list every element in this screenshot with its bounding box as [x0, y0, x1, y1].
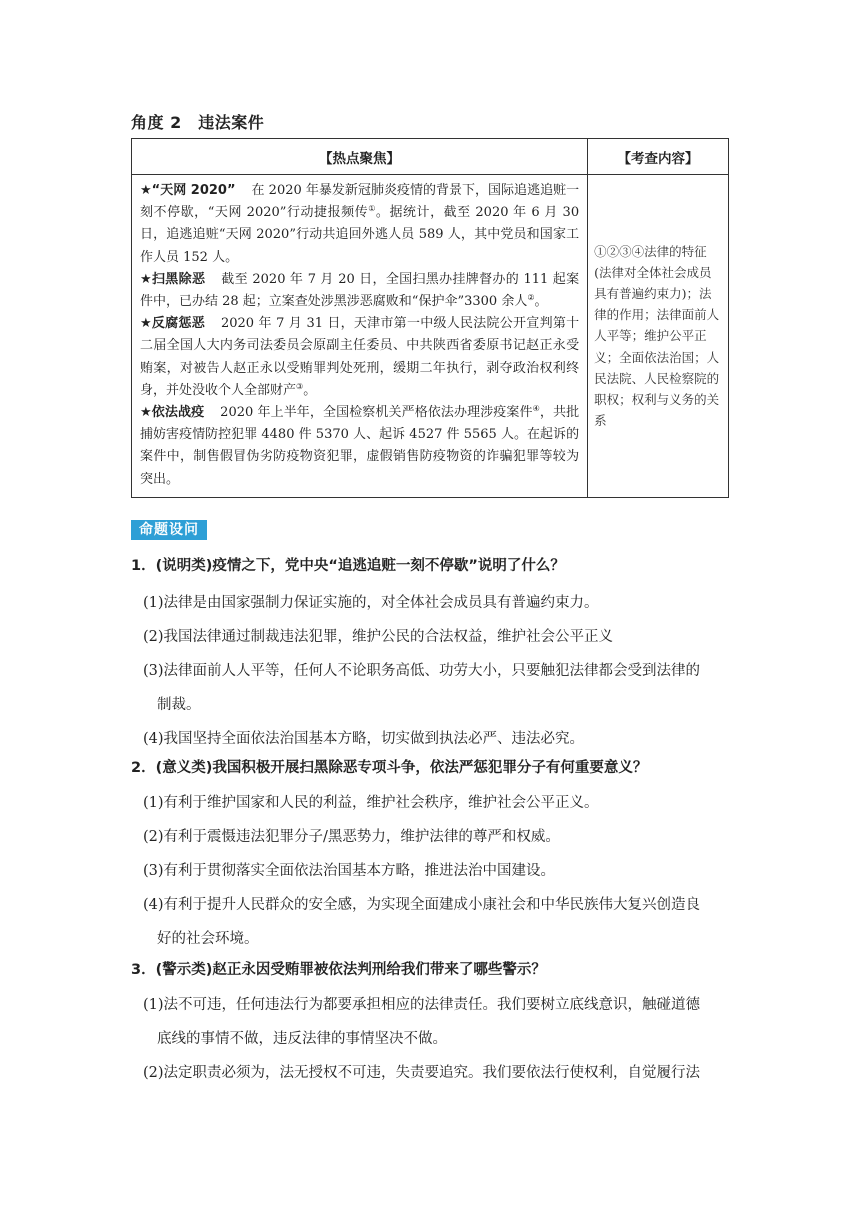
question-section-tag: 命题设问: [131, 520, 207, 540]
header-hotspot: 【热点聚焦】: [132, 139, 588, 175]
question-title: 1．(说明类)疫情之下，党中央“追逃追赃一刻不停歇”说明了什么？: [131, 558, 565, 574]
answer-item: (1)有利于维护国家和人民的利益，维护社会秩序，维护社会公平正义。: [143, 795, 599, 811]
item-label: “天网 2020”: [151, 183, 236, 198]
table-header-row: [132, 139, 729, 175]
answer-list: [131, 786, 731, 956]
question-title: 2．(意义类)我国积极开展扫黑除恶专项斗争，依法严惩犯罪分子有何重要意义？: [131, 760, 648, 776]
answer-item: (1)法不可违，任何违法行为都要承担相应的法律责任。我们要树立底线意识，触碰道德: [143, 997, 701, 1013]
content-text: ①②③④法律的特征(法律对全体社会成员具有普遍约束力)；法律的作用；法律面前人人平等；维护公平正义；全面依法治国；人民法院、人民检察院的职权；权利与义务的关系: [594, 243, 720, 429]
answer-item-continued: 好的社会环境。: [157, 931, 259, 947]
hotspot-table: [131, 138, 729, 498]
footnote-mark: ③: [296, 381, 304, 391]
answer-item: (1)法律是由国家强制力保证实施的，对全体社会成员具有普遍约束力。: [143, 595, 599, 611]
answer-item: (2)法定职责必须为，法无授权不可违，失责要追究。我们要依法行使权利，自觉履行法: [143, 1065, 701, 1081]
item-text: 2020 年 7 月 31 日，天津市第一中级人民法院公开宣判第十二届全国人大内务司法委员会原副主任委员、中共陕西省委原书记赵正永受贿案，对被告人赵正永以受贿罪判处死刑，缓期二年执行，剥夺政治权利终身，并处没收个人全部财产: [140, 316, 580, 398]
star-icon: ★: [140, 271, 152, 287]
item-text: 在 2020 年暴发新冠肺炎疫情的背景下，国际追逃追赃一刻不停歇，“天网 2020”行动捷报频传: [140, 183, 580, 221]
item-text-end: 。: [534, 294, 548, 310]
table-body-row: [132, 175, 729, 498]
item-label: 扫黑除恶: [151, 271, 206, 287]
content-cell: [588, 175, 729, 498]
item-text-end: 。据统计，截至 2020 年 6 月 30 日，追逃追赃“天网 2020”行动共追回外逃人员 589 人，其中党员和国家工作人员 152 人。: [140, 205, 580, 265]
item-label: 依法战疫: [151, 405, 205, 421]
answer-list: [131, 586, 731, 756]
answer-item: (3)法律面前人人平等，任何人不论职务高低、功劳大小，只要触犯法律都会受到法律的: [143, 663, 701, 679]
footnote-mark: ①: [368, 204, 376, 214]
answer-item: (3)有利于贯彻落实全面依法治国基本方略，推进法治中国建设。: [143, 863, 556, 879]
answer-list: [131, 988, 731, 1090]
answer-item: (4)我国坚持全面依法治国基本方略，切实做到执法必严、违法必究。: [143, 731, 585, 747]
item-text-end: ，共批捕妨害疫情防控犯罪 4480 件 5370 人、起诉 4527 件 5565 人。在起诉的案件中，制售假冒伪劣防疫物资犯罪，虚假销售防疫物资的诈骗犯罪等较为突出。: [140, 405, 580, 487]
star-icon: ★: [140, 183, 152, 198]
question-title: 3．(警示类)赵正永因受贿罪被依法判刑给我们带来了哪些警示？: [131, 962, 546, 978]
answer-item-continued: 制裁。: [157, 697, 201, 713]
hotspot-item-tianwang: [140, 180, 579, 269]
hotspot-item-saohei: [140, 269, 579, 313]
item-label: 反腐惩恶: [151, 316, 205, 332]
footnote-mark: ②: [527, 293, 535, 303]
answer-item-continued: 底线的事情不做，违反法律的事情坚决不做。: [157, 1031, 447, 1047]
hotspot-item-fanfu: [140, 313, 579, 402]
footnote-mark: ④: [532, 404, 540, 414]
answer-item: (2)我国法律通过制裁违法犯罪，维护公民的合法权益，维护社会公平正义: [143, 629, 614, 645]
item-text: 2020 年上半年，全国检察机关严格依法办理涉疫案件: [220, 405, 533, 421]
hotspot-item-zhanyi: [140, 402, 579, 491]
item-text-end: 。: [303, 382, 317, 398]
item-text: 截至 2020 年 7 月 20 日，全国扫黑办挂牌督办的 111 起案件中，已办结 28 起；立案查处涉黑涉恶腐败和“保护伞”3300 余人: [140, 271, 580, 310]
section-title: 角度 2 违法案件: [131, 113, 265, 132]
hotspot-cell: [132, 175, 588, 498]
star-icon: ★: [140, 316, 152, 332]
question-1: [131, 556, 731, 756]
answer-item: (4)有利于提升人民群众的安全感，为实现全面建成小康社会和中华民族伟大复兴创造良: [143, 897, 701, 913]
question-2: [131, 758, 731, 956]
question-3: [131, 960, 731, 1090]
star-icon: ★: [140, 405, 152, 421]
answer-item: (2)有利于震慑违法犯罪分子/黑恶势力，维护法律的尊严和权威。: [143, 829, 560, 845]
header-content: 【考查内容】: [588, 139, 729, 175]
